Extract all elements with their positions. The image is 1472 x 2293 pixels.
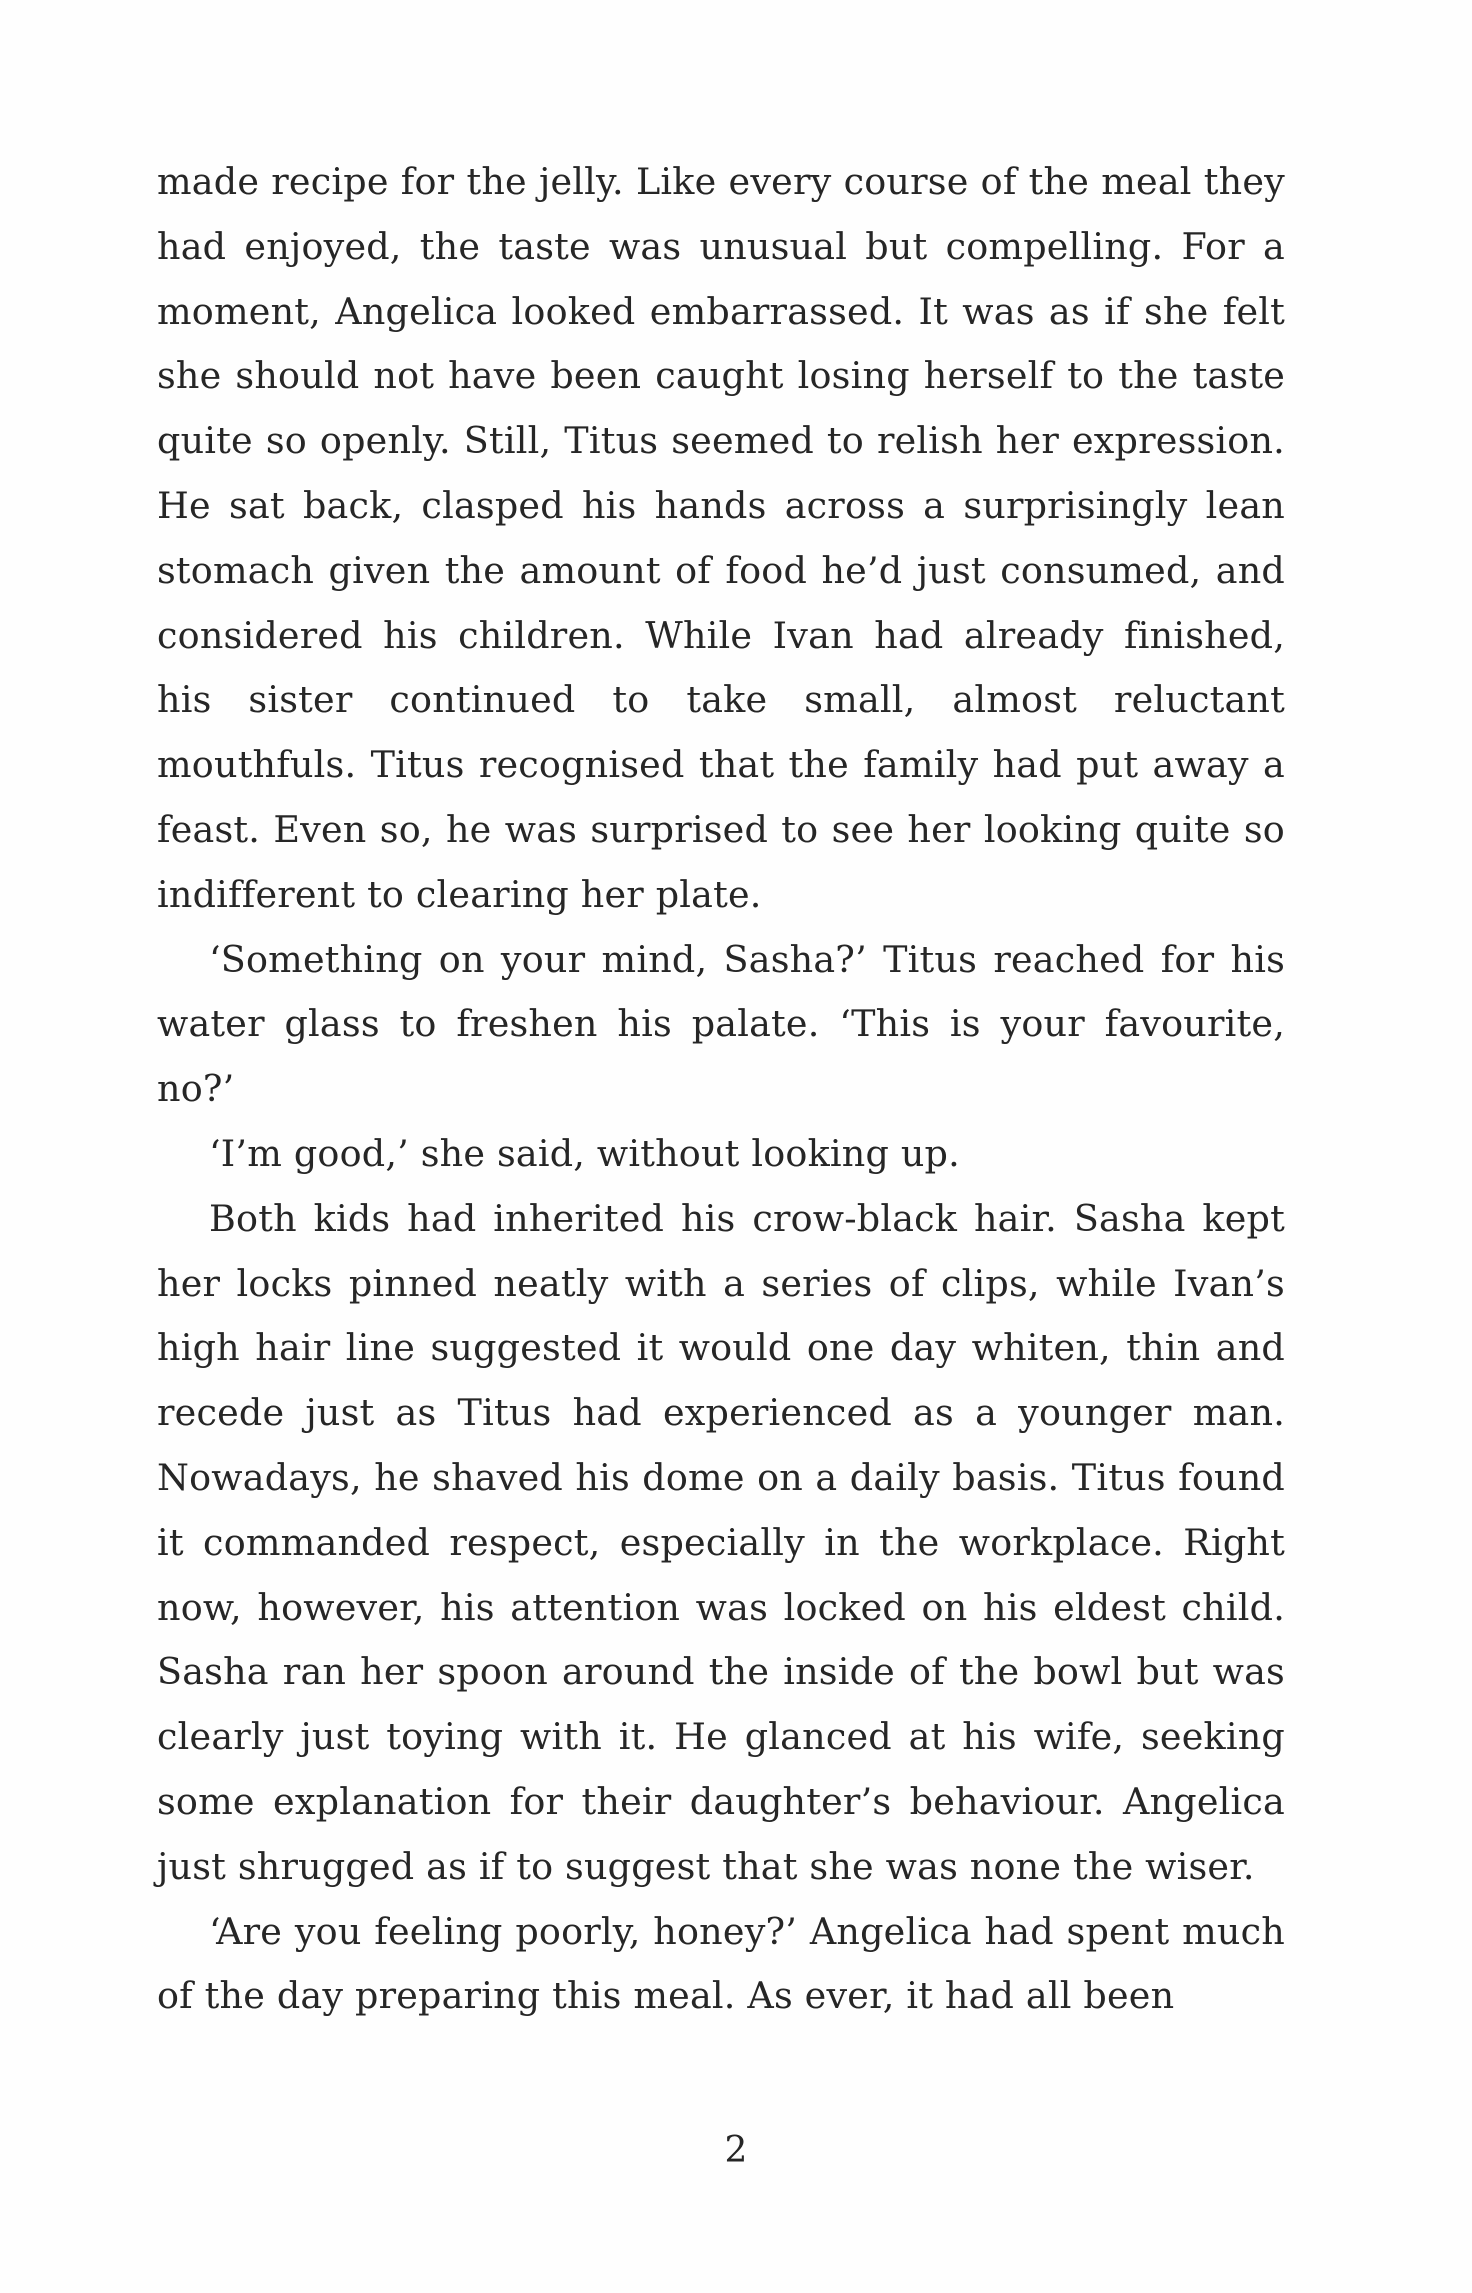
body-text	[157, 150, 1285, 2029]
paragraph-dialogue-sasha: ‘I’m good,’ she said, without looking up.	[209, 1131, 960, 1175]
paragraph-continuation: made recipe for the jelly. Like every course of the meal they had enjoyed, the taste was unusual but compelling. For a moment, Angelica looked embarrassed. It was as if she felt she should not have been caught losing herself to the taste quite so openly. Still, Titus seemed to relish her expression. He sat back, clasped his hands across a surprisingly lean stomach given the amount of food he’d just consumed, and considered his children. While Ivan had already finished, his sister continued to take small, almost reluctant mouthfuls. Titus recognised that the family had put away a feast. Even so, he was surprised to see her looking quite so indifferent to clearing her plate.	[157, 160, 1285, 916]
paragraph-description: Both kids had inherited his crow-black hair. Sasha kept her locks pinned neatly with a series of clips, while Ivan’s high hair line suggested it would one day whiten, thin and recede just as Titus had experienced as a younger man. Nowadays, he shaved his dome on a daily basis. Titus found it commanded respect, especially in the workplace. Right now, however, his attention was locked on his eldest child. Sasha ran her spoon around the inside of the bowl but was clearly just toying with it. He glanced at his wife, seeking some explanation for their daughter’s behaviour. Angelica just shrugged as if to suggest that she was none the wiser.	[157, 1196, 1285, 1888]
paragraph-dialogue-angelica: ‘Are you feeling poorly, honey?’ Angelica had spent much of the day preparing this meal. As ever, it had all been	[157, 1909, 1285, 2018]
paragraph-dialogue-titus: ‘Something on your mind, Sasha?’ Titus reached for his water glass to freshen his palate. ‘This is your favourite, no?’	[157, 937, 1285, 1111]
page-number: 2	[724, 2130, 748, 2171]
